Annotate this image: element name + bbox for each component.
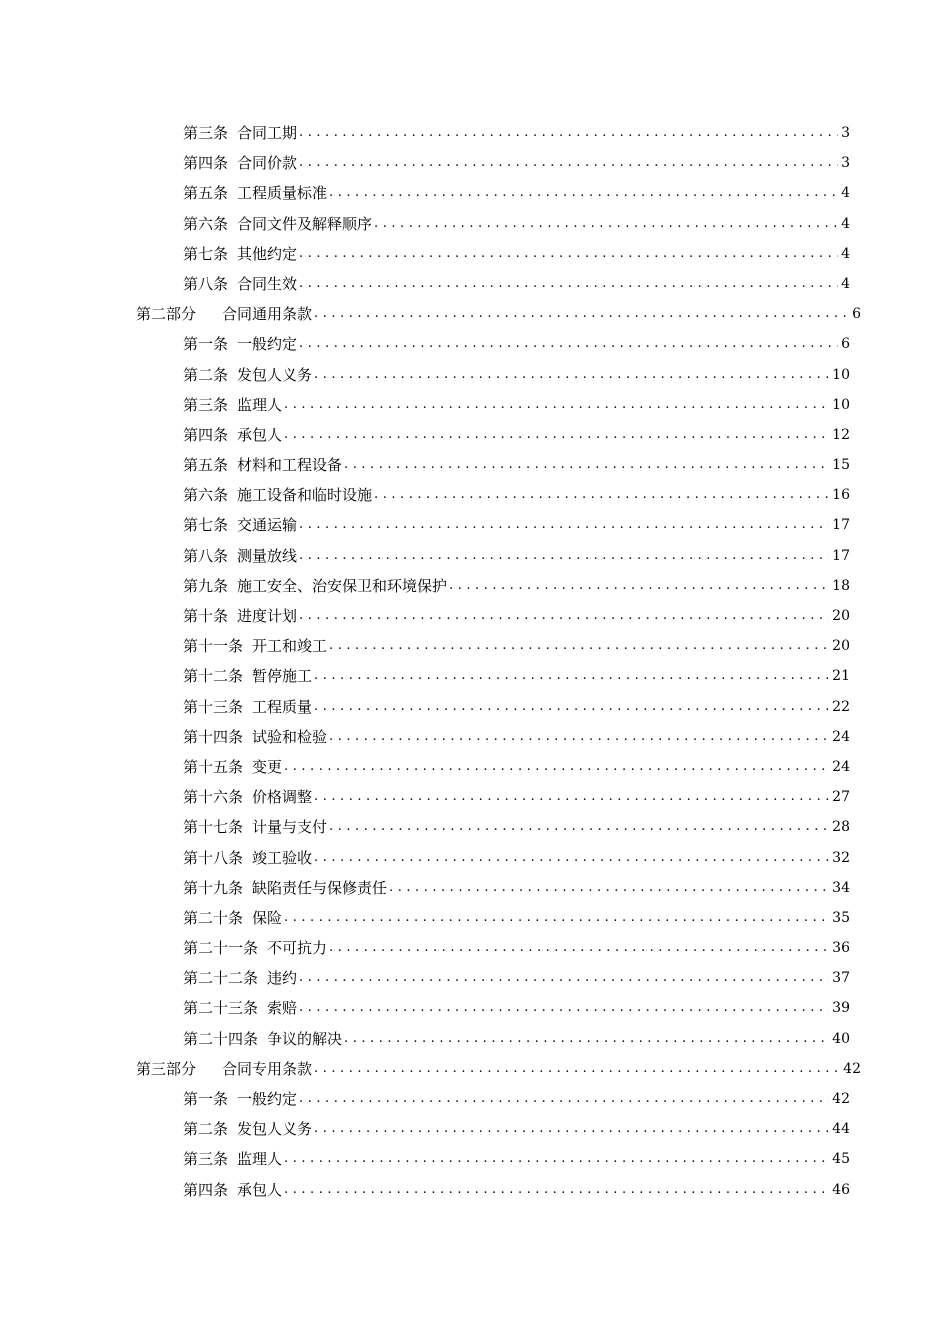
toc-entry-label bbox=[183, 782, 314, 812]
toc-entry-page-number: 12 bbox=[832, 426, 850, 443]
toc-entry-page-number: 4 bbox=[841, 215, 850, 232]
dot-leader bbox=[329, 722, 829, 752]
toc-entry[interactable] bbox=[183, 1084, 850, 1114]
dot-leader bbox=[284, 390, 829, 420]
toc-entry-label bbox=[183, 1144, 284, 1174]
toc-entry-title: 索赔 bbox=[267, 999, 298, 1018]
toc-entry-number: 第二十四条 bbox=[183, 1029, 259, 1048]
toc-entry-label bbox=[183, 329, 299, 359]
dot-leader bbox=[344, 450, 829, 480]
toc-entry-label bbox=[136, 299, 314, 329]
dot-leader bbox=[299, 601, 829, 631]
toc-entry[interactable] bbox=[183, 661, 850, 691]
toc-entry-page-number: 40 bbox=[832, 1030, 850, 1047]
toc-entry[interactable] bbox=[183, 450, 850, 480]
toc-entry-title: 试验和检验 bbox=[252, 727, 328, 746]
toc-entry-number: 第十八条 bbox=[183, 848, 244, 867]
toc-entry[interactable] bbox=[183, 480, 850, 510]
toc-entry-label bbox=[183, 752, 284, 782]
toc-entry-number: 第四条 bbox=[183, 1180, 229, 1199]
toc-entry-label bbox=[183, 843, 314, 873]
toc-entry-title: 发包人义务 bbox=[237, 365, 313, 384]
toc-entry-number: 第七条 bbox=[183, 516, 229, 535]
toc-part-heading[interactable] bbox=[136, 299, 861, 329]
toc-entry-page-number: 20 bbox=[832, 638, 850, 655]
toc-entry-number: 第二十二条 bbox=[183, 969, 259, 988]
dot-leader bbox=[284, 752, 829, 782]
toc-entry-page-number: 27 bbox=[832, 789, 850, 806]
toc-entry-number: 第六条 bbox=[183, 486, 229, 505]
toc-entry[interactable] bbox=[183, 963, 850, 993]
toc-entry-number: 第十七条 bbox=[183, 818, 244, 837]
toc-entry[interactable] bbox=[183, 873, 850, 903]
dot-leader bbox=[299, 510, 829, 540]
dot-leader bbox=[314, 1114, 829, 1144]
toc-entry-title: 其他约定 bbox=[237, 244, 298, 263]
toc-entry-label bbox=[183, 1114, 314, 1144]
toc-entry-title: 开工和竣工 bbox=[252, 637, 328, 656]
toc-entry[interactable] bbox=[183, 420, 850, 450]
toc-entry-number: 第一条 bbox=[183, 1090, 229, 1108]
dot-leader bbox=[299, 239, 838, 269]
toc-entry[interactable] bbox=[183, 209, 850, 239]
toc-entry-page-number: 34 bbox=[832, 879, 850, 896]
dot-leader bbox=[314, 1054, 840, 1084]
toc-entry-page-number: 17 bbox=[832, 517, 850, 534]
toc-entry-number: 第八条 bbox=[183, 546, 229, 565]
toc-entry-label bbox=[183, 963, 299, 993]
toc-entry-title: 一般约定 bbox=[237, 335, 298, 354]
toc-entry-page-number: 44 bbox=[832, 1121, 850, 1138]
dot-leader bbox=[389, 873, 829, 903]
toc-entry-page-number: 46 bbox=[832, 1181, 850, 1198]
toc-entry-title: 暂停施工 bbox=[252, 667, 313, 686]
toc-entry[interactable] bbox=[183, 993, 850, 1023]
dot-leader bbox=[314, 782, 829, 812]
toc-entry-title: 竣工验收 bbox=[252, 848, 313, 867]
toc-entry-label bbox=[183, 722, 329, 752]
toc-entry-label bbox=[183, 480, 374, 510]
toc-entry-number: 第十九条 bbox=[183, 878, 244, 897]
toc-entry-number: 第九条 bbox=[183, 576, 229, 595]
toc-entry-number: 第十四条 bbox=[183, 727, 244, 746]
toc-entry[interactable] bbox=[183, 571, 850, 601]
toc-entry-page-number: 22 bbox=[832, 698, 850, 715]
toc-entry-title: 一般约定 bbox=[237, 1090, 298, 1108]
toc-entry-page-number: 28 bbox=[832, 819, 850, 836]
toc-entry-title: 材料和工程设备 bbox=[237, 456, 343, 475]
toc-entry-number: 第四条 bbox=[183, 425, 229, 444]
toc-entry-page-number: 6 bbox=[852, 306, 861, 323]
toc-entry-page-number: 20 bbox=[832, 608, 850, 624]
toc-entry[interactable] bbox=[183, 722, 850, 752]
dot-leader bbox=[449, 571, 829, 601]
toc-entry[interactable] bbox=[183, 752, 850, 782]
dot-leader bbox=[284, 1175, 829, 1205]
toc-entry-label bbox=[183, 360, 314, 390]
dot-leader bbox=[329, 178, 838, 208]
toc-entry-label bbox=[183, 450, 344, 480]
dot-leader bbox=[299, 269, 838, 299]
dot-leader bbox=[299, 963, 829, 993]
dot-leader bbox=[344, 1024, 829, 1054]
toc-entry-page-number: 42 bbox=[832, 1091, 850, 1107]
toc-entry-title: 工程质量 bbox=[252, 697, 313, 716]
toc-entry-page-number: 18 bbox=[832, 577, 850, 594]
dot-leader bbox=[299, 148, 838, 178]
toc-entry-page-number: 3 bbox=[841, 125, 850, 141]
toc-entry-number: 第二十条 bbox=[183, 908, 244, 927]
toc-entry-page-number: 4 bbox=[841, 185, 850, 202]
dot-leader bbox=[299, 118, 838, 148]
toc-entry[interactable] bbox=[183, 1175, 850, 1205]
toc-entry-number: 第十五条 bbox=[183, 757, 244, 776]
toc-entry-title: 测量放线 bbox=[237, 546, 298, 565]
toc-entry[interactable] bbox=[183, 510, 850, 540]
toc-entry-number: 第二条 bbox=[183, 1120, 229, 1139]
toc-entry[interactable] bbox=[183, 1024, 850, 1054]
toc-entry-page-number: 3 bbox=[841, 155, 850, 172]
toc-entry-label bbox=[183, 510, 299, 540]
dot-leader bbox=[284, 420, 829, 450]
dot-leader bbox=[314, 661, 829, 691]
toc-entry-number: 第一条 bbox=[183, 335, 229, 354]
toc-entry[interactable] bbox=[183, 329, 850, 359]
toc-entry[interactable] bbox=[183, 1114, 850, 1144]
toc-entry-label bbox=[183, 903, 284, 933]
toc-entry-label bbox=[183, 812, 329, 842]
toc-entry-number: 第四条 bbox=[183, 154, 229, 173]
toc-entry-number: 第三条 bbox=[183, 1150, 229, 1169]
toc-entry-page-number: 10 bbox=[832, 366, 850, 383]
toc-entry-title: 合同通用条款 bbox=[222, 305, 313, 324]
toc-entry[interactable] bbox=[183, 812, 850, 842]
toc-entry[interactable] bbox=[183, 843, 850, 873]
toc-entry-label bbox=[183, 269, 299, 299]
toc-entry-title: 合同生效 bbox=[237, 274, 298, 293]
dot-leader bbox=[299, 541, 829, 571]
toc-entry-number: 第六条 bbox=[183, 214, 229, 233]
toc-entry-number: 第二部分 bbox=[136, 305, 197, 324]
toc-entry-title: 发包人义务 bbox=[237, 1120, 313, 1139]
toc-entry-page-number: 39 bbox=[832, 1000, 850, 1017]
toc-entry-number: 第五条 bbox=[183, 184, 229, 203]
toc-entry[interactable] bbox=[183, 178, 850, 208]
dot-leader bbox=[329, 933, 829, 963]
toc-entry[interactable] bbox=[183, 390, 850, 420]
toc-entry-number: 第十条 bbox=[183, 607, 229, 625]
toc-entry-page-number: 35 bbox=[832, 909, 850, 926]
toc-entry[interactable] bbox=[183, 541, 850, 571]
toc-entry-title: 计量与支付 bbox=[252, 818, 328, 837]
toc-entry-number: 第五条 bbox=[183, 456, 229, 475]
toc-entry-label bbox=[183, 1084, 299, 1114]
toc-entry-title: 工程质量标准 bbox=[237, 184, 328, 203]
toc-entry-number: 第二十一条 bbox=[183, 939, 259, 958]
toc-entry-title: 合同价款 bbox=[237, 154, 298, 173]
toc-entry-title: 合同专用条款 bbox=[222, 1059, 313, 1078]
toc-entry[interactable] bbox=[183, 601, 850, 631]
toc-entry-number: 第八条 bbox=[183, 274, 229, 293]
toc-entry-number: 第七条 bbox=[183, 244, 229, 263]
toc-entry-page-number: 32 bbox=[832, 849, 850, 866]
toc-entry-number: 第三条 bbox=[183, 124, 229, 142]
toc-entry-label bbox=[183, 873, 389, 903]
toc-entry-label bbox=[183, 571, 449, 601]
toc-entry-label bbox=[136, 1054, 314, 1084]
toc-entry-title: 合同文件及解释顺序 bbox=[237, 214, 373, 233]
toc-entry[interactable] bbox=[183, 782, 850, 812]
toc-entry-title: 施工安全、治安保卫和环境保护 bbox=[237, 576, 448, 595]
toc-entry-page-number: 15 bbox=[832, 457, 850, 474]
toc-entry-number: 第十二条 bbox=[183, 667, 244, 686]
toc-entry[interactable] bbox=[183, 239, 850, 269]
toc-entry-number: 第十六条 bbox=[183, 788, 244, 807]
toc-entry-page-number: 16 bbox=[832, 487, 850, 504]
toc-entry-page-number: 21 bbox=[832, 668, 850, 685]
toc-entry-number: 第三部分 bbox=[136, 1059, 197, 1078]
toc-entry-label bbox=[183, 390, 284, 420]
toc-entry-label bbox=[183, 993, 299, 1023]
toc-entry-page-number: 37 bbox=[832, 970, 850, 987]
toc-entry-label bbox=[183, 601, 299, 631]
toc-entry[interactable] bbox=[183, 269, 850, 299]
toc-entry-label bbox=[183, 933, 329, 963]
toc-entry-title: 交通运输 bbox=[237, 516, 298, 535]
toc-entry-title: 变更 bbox=[252, 757, 283, 776]
toc-entry-title: 监理人 bbox=[237, 395, 283, 414]
toc-entry-page-number: 6 bbox=[841, 336, 850, 353]
dot-leader bbox=[299, 329, 838, 359]
toc-entry-page-number: 24 bbox=[832, 758, 850, 775]
toc-entry-label bbox=[183, 692, 314, 722]
toc-entry-label bbox=[183, 209, 374, 239]
toc-entry-title: 承包人 bbox=[237, 1180, 283, 1199]
toc-entry-label bbox=[183, 631, 329, 661]
toc-entry-title: 保险 bbox=[252, 908, 283, 927]
toc-entry-page-number: 45 bbox=[832, 1151, 850, 1168]
dot-leader bbox=[314, 843, 829, 873]
toc-entry-label bbox=[183, 420, 284, 450]
toc-entry-page-number: 4 bbox=[841, 275, 850, 292]
toc-entry-title: 合同工期 bbox=[237, 124, 298, 142]
dot-leader bbox=[374, 480, 829, 510]
dot-leader bbox=[314, 360, 829, 390]
toc-entry-label bbox=[183, 118, 299, 148]
toc-entry[interactable] bbox=[183, 360, 850, 390]
toc-entry-title: 缺陷责任与保修责任 bbox=[252, 878, 388, 897]
toc-entry-number: 第二十三条 bbox=[183, 999, 259, 1018]
toc-entry-page-number: 10 bbox=[832, 396, 850, 413]
toc-entry-title: 进度计划 bbox=[237, 607, 298, 625]
toc-entry-page-number: 4 bbox=[841, 245, 850, 262]
toc-entry-label bbox=[183, 661, 314, 691]
dot-leader bbox=[314, 692, 829, 722]
toc-entry[interactable] bbox=[183, 631, 850, 661]
toc-entry-label bbox=[183, 1024, 344, 1054]
dot-leader bbox=[299, 993, 829, 1023]
toc-entry-number: 第三条 bbox=[183, 395, 229, 414]
toc-entry-page-number: 42 bbox=[843, 1060, 861, 1077]
toc-entry-page-number: 36 bbox=[832, 940, 850, 957]
toc-entry[interactable] bbox=[183, 692, 850, 722]
toc-entry[interactable] bbox=[183, 903, 850, 933]
toc-entry-label bbox=[183, 1175, 284, 1205]
dot-leader bbox=[284, 903, 829, 933]
dot-leader bbox=[299, 1084, 829, 1114]
toc-entry-number: 第十一条 bbox=[183, 637, 244, 656]
dot-leader bbox=[284, 1144, 829, 1174]
dot-leader bbox=[329, 631, 829, 661]
toc-entry[interactable] bbox=[183, 118, 850, 148]
toc-entry-page-number: 24 bbox=[832, 728, 850, 745]
dot-leader bbox=[374, 209, 838, 239]
toc-entry-title: 承包人 bbox=[237, 425, 283, 444]
dot-leader bbox=[329, 812, 829, 842]
toc-entry-label bbox=[183, 541, 299, 571]
toc-entry-label bbox=[183, 148, 299, 178]
toc-entry-number: 第二条 bbox=[183, 365, 229, 384]
toc-part-heading[interactable] bbox=[136, 1054, 861, 1084]
toc-entry-title: 施工设备和临时设施 bbox=[237, 486, 373, 505]
toc-entry-title: 价格调整 bbox=[252, 788, 313, 807]
toc-entry-label bbox=[183, 178, 329, 208]
toc-entry-title: 争议的解决 bbox=[267, 1029, 343, 1048]
toc-entry-title: 违约 bbox=[267, 969, 298, 988]
toc-entry-number: 第十三条 bbox=[183, 697, 244, 716]
toc-entry-title: 监理人 bbox=[237, 1150, 283, 1169]
toc-entry[interactable] bbox=[183, 1144, 850, 1174]
toc-entry-page-number: 17 bbox=[832, 547, 850, 564]
toc-entry-title: 不可抗力 bbox=[267, 939, 328, 958]
toc-entry[interactable] bbox=[183, 933, 850, 963]
dot-leader bbox=[314, 299, 849, 329]
table-of-contents bbox=[0, 118, 950, 1205]
toc-entry-label bbox=[183, 239, 299, 269]
toc-entry[interactable] bbox=[183, 148, 850, 178]
